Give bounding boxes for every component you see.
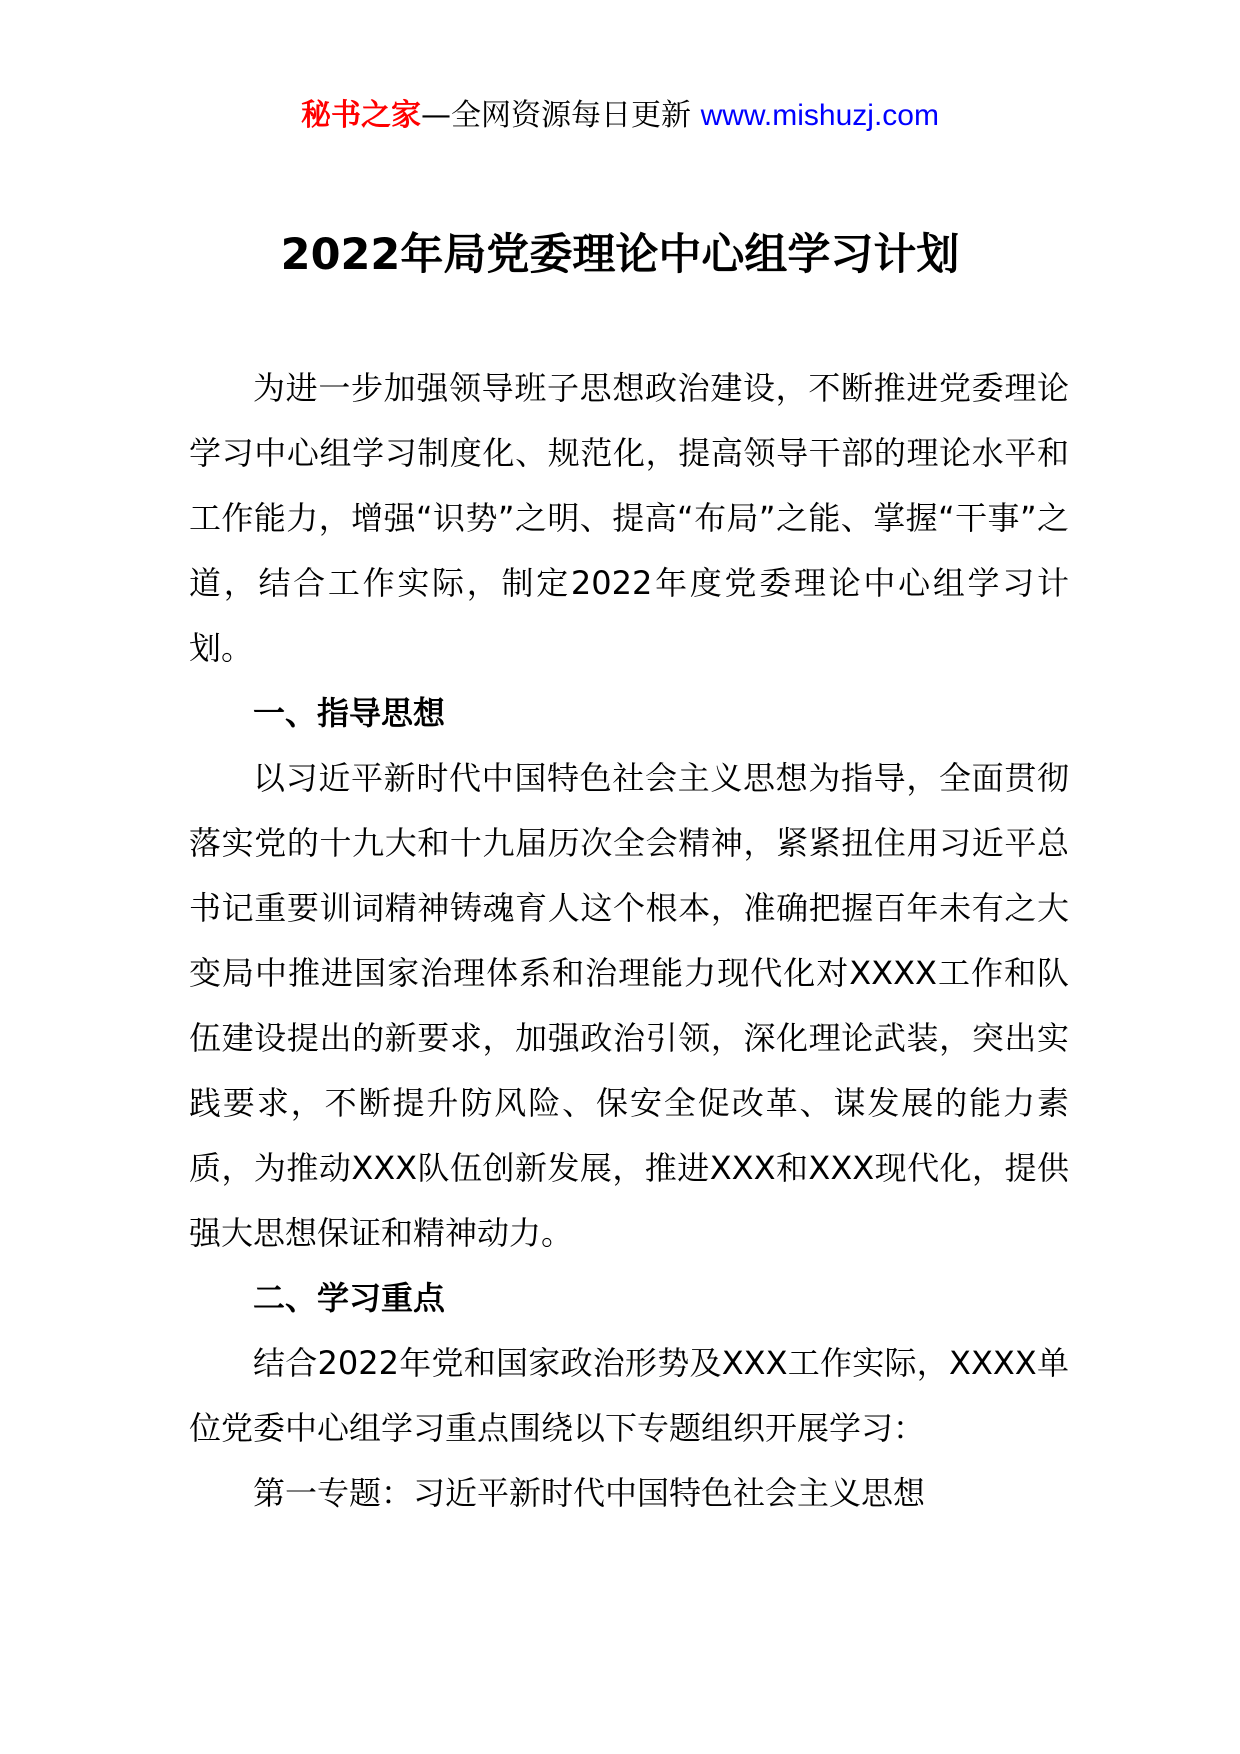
section-heading-guiding-thought: 一、指导思想 [253, 694, 446, 732]
topic-one-paragraph: 第一专题：习近平新时代中国特色社会主义思想 [253, 1474, 926, 1512]
section-heading-study-focus: 二、学习重点 [253, 1279, 446, 1317]
guiding-thought-paragraph: 以习近平新时代中国特色社会主义思想为指导，全面贯彻落实党的十九大和十九届历次全会精神，紧紧扭住用习近平总书记重要训词精神铸魂育人这个根本，准确把握百年未有之大变局中推进国家治理体系和治理能力现代化对XXXX工作和队伍建设提出的新要求，加强政治引领，深化理论武装，突出实践要求，不断提升防风险、保安全促改革、谋发展的能力素质，为推动XXX队伍创新发展，推进XXX和XXX现代化，提供强大思想保证和精神动力。 [189, 759, 1069, 1252]
site-header [0, 96, 1240, 136]
study-focus-paragraph: 结合2022年党和国家政治形势及XXX工作实际，XXXX单位党委中心组学习重点围绕以下专题组织开展学习： [189, 1344, 1069, 1447]
site-url-link[interactable]: www.mishuzj.com [700, 99, 939, 132]
header-tagline: —全网资源每日更新 [421, 98, 701, 133]
brand-name: 秘书之家 [301, 98, 422, 133]
intro-paragraph: 为进一步加强领导班子思想政治建设，不断推进党委理论学习中心组学习制度化、规范化，提高领导干部的理论水平和工作能力，增强“识势”之明、提高“布局”之能、掌握“干事”之道，结合工作实际，制定2022年度党委理论中心组学习计划。 [189, 369, 1069, 667]
document-body [189, 356, 1069, 1526]
document-title: 2022年局党委理论中心组学习计划 [280, 230, 960, 280]
